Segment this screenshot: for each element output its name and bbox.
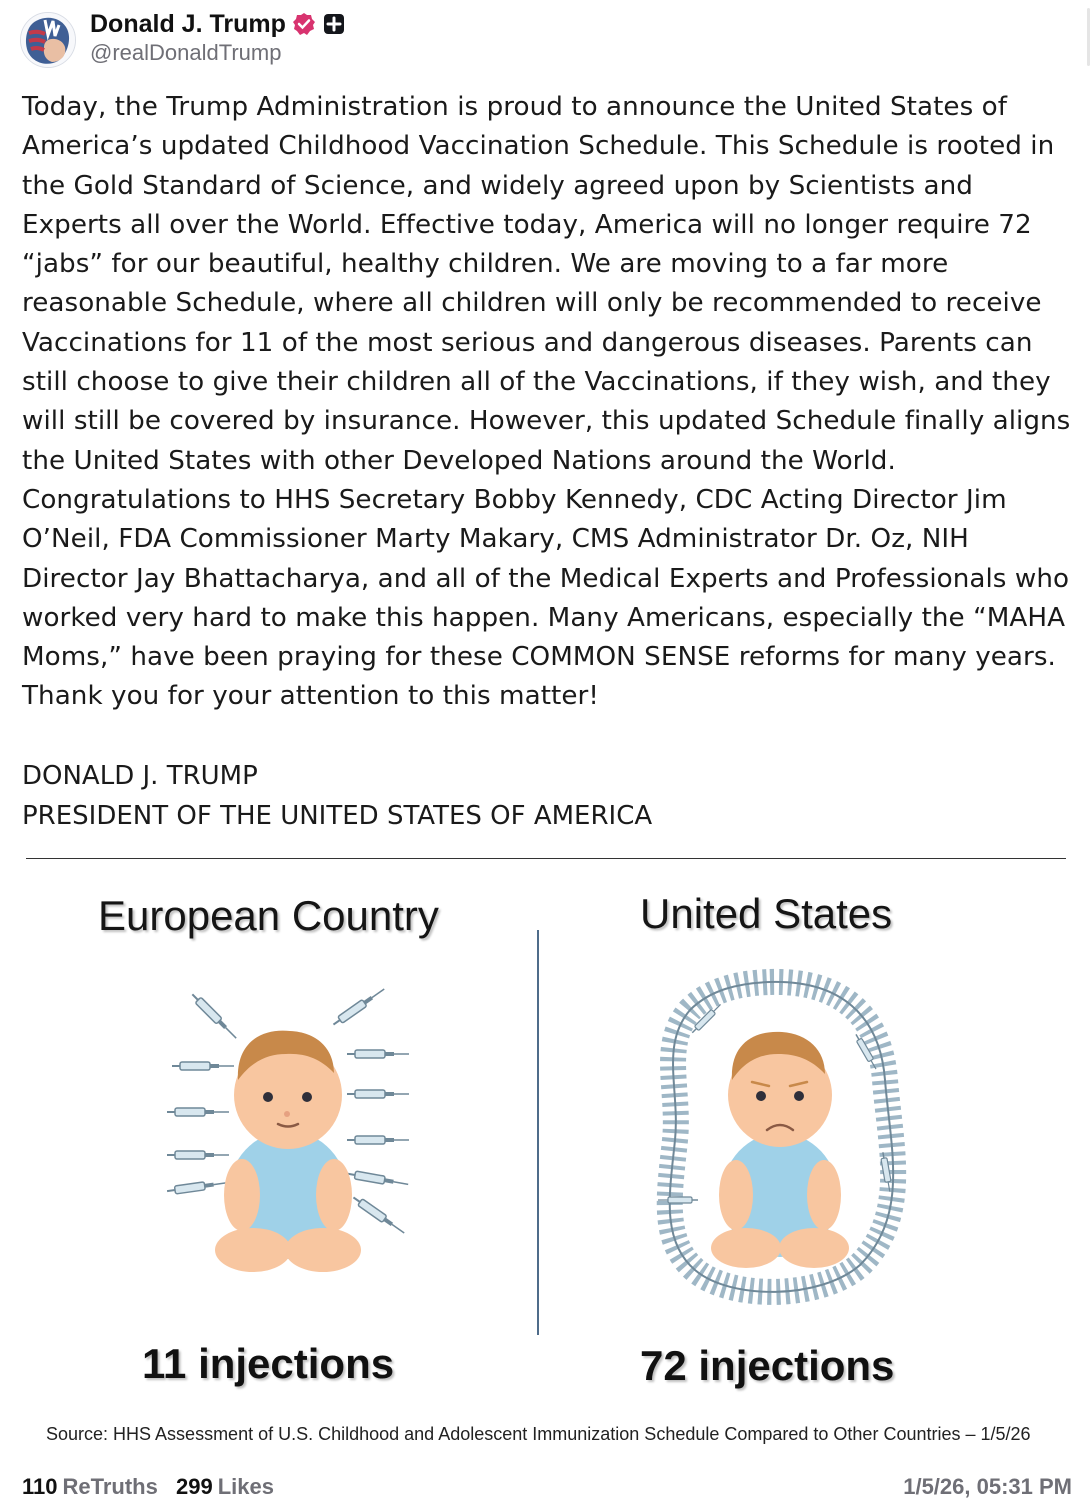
right-column-title: United States — [640, 890, 893, 937]
post-paragraph: Today, the Trump Administration is proud to announce the United States of America’s updated Childhood Vaccination Schedule. This Schedule is rooted in the Gold Standard of Science, and widely agreed upon by Scientists and Experts all over the World. Effective today, America will no longer require 72 “jabs” for our beautiful, healthy children. We are moving to a far more reasonable Schedule, where all children will only be recommended to receive Vaccinations for 11 of the most serious and dangerous diseases. Parents can still choose to give their children all of the Vaccinations, if they wish, and they will still be covered by insurance. However, this updated Schedule finally aligns the United States with other Developed Nations around the World. Congratulations to HHS Secretary Bobby Kennedy, CDC Acting Director Jim O’Neil, FDA Commissioner Marty Makary, CMS Administrator Dr. Oz, NIH Director Jay Bhattacharya, and all of the Medical Experts and Professionals who worked very hard to make this happen. Many Americans, especially the “MAHA Moms,” have been praying for these COMMON SENSE reforms for many years. Thank you for your attention to this matter! — [22, 92, 1071, 712]
likes-stat[interactable] — [176, 1474, 274, 1500]
retruths-stat[interactable] — [22, 1474, 158, 1500]
post-signature — [22, 756, 652, 836]
author-avatar[interactable] — [20, 12, 76, 68]
verified-badge-icon — [292, 12, 316, 36]
plus-badge-icon — [322, 12, 346, 36]
scrollbar[interactable] — [1087, 8, 1090, 66]
retruths-count: 110 — [22, 1474, 58, 1499]
post-text — [22, 88, 1072, 717]
post-image[interactable] — [0, 850, 1092, 1462]
author-name[interactable]: Donald J. Trump — [90, 9, 286, 38]
image-top-rule — [26, 858, 1066, 859]
likes-count: 299 — [175, 1474, 213, 1499]
post-timestamp[interactable]: 1/5/26, 05:31 PM — [903, 1474, 1072, 1499]
post-footer — [22, 1474, 1072, 1502]
author-handle[interactable]: @realDonaldTrump — [90, 40, 282, 65]
signature-title: PRESIDENT OF THE UNITED STATES OF AMERICA — [22, 801, 653, 831]
left-injection-count: 11 injections — [142, 1340, 395, 1387]
image-source-note: Source: HHS Assessment of U.S. Childhood and Adolescent Immunization Schedule Compared to Other Countries – 1/5/26 — [46, 1424, 1031, 1444]
baby-surrounded-by-syringes-illustration — [620, 960, 930, 1310]
right-injection-count: 72 injections — [640, 1342, 895, 1389]
left-column-title: European Country — [98, 892, 439, 939]
signature-name: DONALD J. TRUMP — [22, 761, 258, 791]
vertical-divider — [537, 930, 539, 1335]
baby-with-few-syringes-illustration — [150, 970, 420, 1290]
retruths-label: ReTruths — [62, 1474, 158, 1499]
post-header — [20, 8, 1070, 68]
likes-label: Likes — [217, 1474, 274, 1499]
